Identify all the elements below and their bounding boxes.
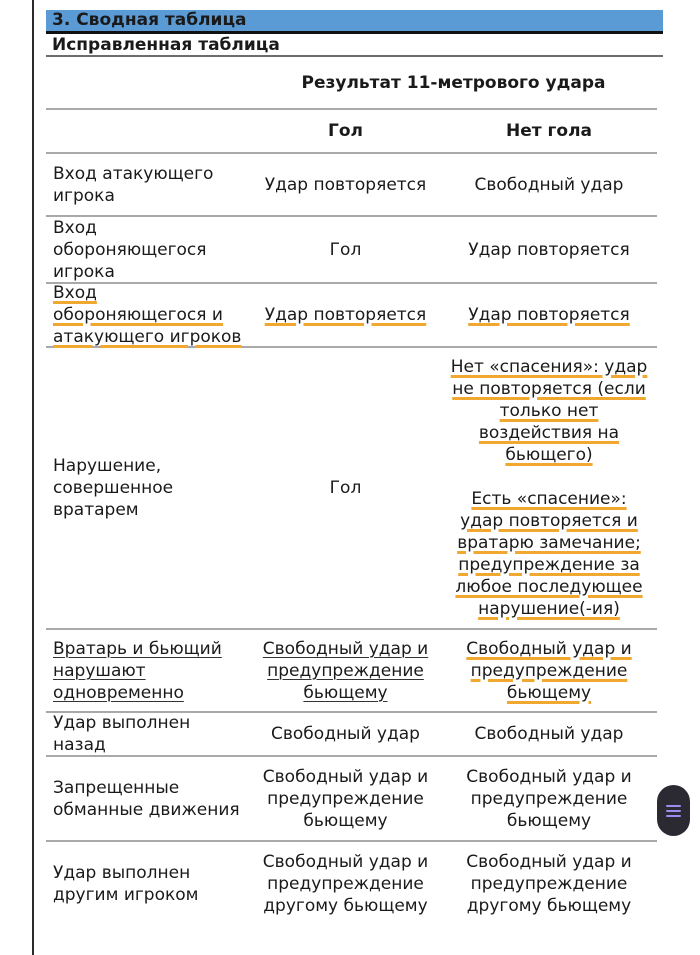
goal-text: Свободный удар и предупреждение бьющему <box>262 766 429 831</box>
table-row <box>46 713 657 757</box>
goal-cell: Свободный удар <box>271 724 420 744</box>
no-goal-cell <box>441 757 657 840</box>
situation-cell <box>53 284 248 346</box>
situation-text: Вход обороняющегося игрока <box>53 217 207 282</box>
no-goal-cell: Свободный удар <box>474 174 624 195</box>
column-header-no-goal: Нет гола <box>505 121 592 141</box>
table-row <box>46 842 657 926</box>
situation-text: Нарушение, совершенное вратарем <box>53 456 174 520</box>
situation-cell <box>53 348 248 628</box>
goal-text: Свободный удар и предупреждение другому бьющему <box>262 852 429 916</box>
no-goal-cell: Свободный удар <box>474 724 624 744</box>
no-goal-text: Свободный удар и предупреждение бьющему <box>466 638 632 703</box>
no-goal-text: Удар повторяется <box>468 305 630 325</box>
table-row <box>46 757 657 842</box>
section-title: 3. Сводная таблица <box>46 10 663 34</box>
table-header-row <box>46 110 657 154</box>
no-goal-text: Свободный удар и предупреждение бьющему <box>466 766 632 831</box>
situation-text: Вратарь и бьющий нарушают одновременно <box>53 638 222 703</box>
save-text: Есть «спасение»: удар повторяется и вратарю замечание; предупреждение за любое последующее нарушение(-ия) <box>455 489 643 619</box>
table-group-header-row <box>46 57 657 110</box>
table-row <box>46 348 657 630</box>
goal-cell <box>250 842 441 926</box>
no-goal-text: Свободный удар и предупреждение другому бьющему <box>466 852 632 916</box>
situation-text: Запрещенные обманные движения <box>53 777 240 820</box>
no-goal-cell <box>441 284 657 346</box>
no-save-text: Нет «спасения»: удар не повторяется (если только нет воздействия на бьющего) <box>450 357 648 465</box>
no-goal-cell <box>441 630 657 711</box>
goal-cell: Гол <box>329 478 362 498</box>
situation-cell <box>53 630 248 711</box>
situation-cell <box>53 154 248 215</box>
situation-text: Удар выполнен назад <box>53 713 191 755</box>
paragraph-gap <box>449 466 649 488</box>
page-left-border <box>32 0 34 955</box>
goal-text: Свободный удар и предупреждение бьющему <box>262 638 429 703</box>
table-row <box>46 284 657 348</box>
situation-text: Удар выполнен другим игроком <box>53 863 199 905</box>
situation-cell <box>53 713 248 755</box>
column-header-goal: Гол <box>328 121 363 141</box>
situation-cell <box>53 757 248 840</box>
goal-cell: Гол <box>329 239 362 260</box>
situation-text: Вход обороняющегося и атакующего игроков <box>53 283 242 347</box>
no-goal-cell <box>441 348 657 628</box>
situation-cell <box>53 217 248 282</box>
menu-icon-line <box>666 815 681 817</box>
table-row <box>46 630 657 713</box>
goal-cell <box>250 630 441 711</box>
goal-cell <box>250 757 441 840</box>
goal-text: Удар повторяется <box>264 305 427 325</box>
situation-text: Вход атакующего игрока <box>53 163 214 206</box>
table-row <box>46 154 657 217</box>
table-row <box>46 217 657 284</box>
group-header: Результат 11-метрового удара <box>301 72 606 93</box>
no-goal-cell: Удар повторяется <box>468 239 630 260</box>
menu-icon-line <box>666 810 681 812</box>
situation-cell <box>53 842 248 926</box>
goal-cell <box>250 284 441 346</box>
table-subtitle: Исправленная таблица <box>46 35 663 57</box>
menu-icon <box>666 805 681 807</box>
floating-menu-button[interactable] <box>657 785 690 836</box>
no-goal-cell <box>441 842 657 926</box>
goal-cell: Удар повторяется <box>264 174 427 195</box>
